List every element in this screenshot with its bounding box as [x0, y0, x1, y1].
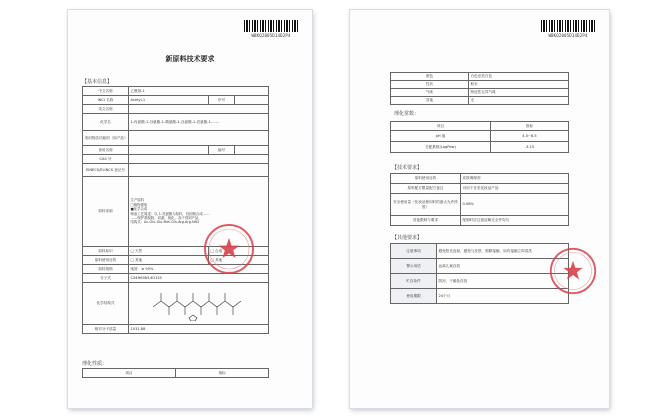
barcode-number: WBKQ2005D14D2P4: [548, 33, 588, 38]
row-value: 0.08%: [461, 194, 569, 216]
raw-line: 结构式：Ac-Glu-Glu-Met-Gln-Arg-Arg-NH2: [130, 220, 200, 225]
table-row: [391, 81, 569, 89]
table-row: [391, 142, 569, 153]
section-basic-info: 【基本信息】: [82, 79, 113, 85]
column-header: 项目: [83, 369, 176, 378]
row-value: 可用于各类化妆品产品: [461, 184, 569, 194]
formula-value: C34H60N14O12S: [129, 274, 269, 283]
table-row: [83, 114, 269, 131]
row-value: 避免阳光直射，避免与皮肤、眼睛接触，如有接触立即清洗: [437, 244, 569, 259]
row-value: [129, 146, 209, 155]
row-label: 原料标识: [83, 247, 129, 256]
table-row: [391, 216, 569, 226]
table-row: [83, 96, 269, 105]
row-label: 序号: [209, 96, 235, 105]
document-page-right: [350, 10, 609, 408]
row-value: -3.15: [491, 142, 569, 153]
physical-constants-table: [390, 121, 569, 153]
row-value: 特征性无异气味: [469, 89, 569, 97]
weight-label: 相对分子质量: [83, 325, 129, 334]
table-row: [83, 87, 269, 96]
table-row: [83, 164, 269, 177]
section-properties: 理化性质：: [82, 361, 108, 367]
row-value: □ 其他: [129, 256, 209, 265]
row-value: 配制时应注意溶解完全并均匀: [461, 216, 569, 226]
chemical-structure-icon: [149, 287, 249, 321]
row-label: 原料使用目的: [391, 174, 461, 184]
column-header: 项目: [391, 122, 491, 131]
table-row: [83, 325, 269, 334]
table-row: [83, 105, 269, 114]
technical-requirements-table: [390, 173, 569, 226]
section-physical-constants: 理化常数：: [394, 111, 420, 117]
table-row: [391, 174, 569, 184]
table-row: [391, 259, 569, 274]
row-value: □ 其他: [209, 256, 269, 265]
column-header: 指标: [491, 122, 569, 131]
row-value: [129, 155, 269, 164]
barcode-bars-icon: [541, 20, 595, 32]
row-label: INCI 名称: [83, 96, 129, 105]
table-header-row: [83, 369, 269, 378]
table-row: [391, 131, 569, 142]
table-row: [83, 155, 269, 164]
structure-label: 化学结构式: [83, 283, 129, 325]
raw-line: ■化学合成: [130, 207, 148, 212]
table-row: [83, 146, 269, 155]
row-label: 注意事项: [391, 244, 437, 259]
row-value: [129, 105, 269, 114]
row-label: 贮存条件: [391, 274, 437, 289]
table-row: [391, 244, 569, 259]
row-label: 使用期限: [391, 289, 437, 304]
row-label: 原料配方限量配方备注: [391, 184, 461, 194]
table-row: [391, 194, 569, 216]
row-value: 远离儿童存放: [437, 259, 569, 274]
barcode-right: [541, 20, 595, 38]
row-label: CAS 号: [83, 155, 129, 164]
row-value: □ 天然: [129, 247, 209, 256]
weight-value: 1031.88: [129, 325, 269, 334]
document-title: 新原料技术要求: [165, 55, 215, 63]
table-row: [391, 89, 569, 97]
row-value: □ 合成: [209, 247, 269, 256]
barcode-number: WBKQ2005D14D2P4: [251, 33, 291, 38]
formula-label: 分子式: [83, 274, 129, 283]
table-row: [83, 283, 269, 325]
row-value: 皮肤调理剂: [461, 174, 569, 184]
table-row: [391, 289, 569, 304]
row-label: 中文名称: [83, 87, 129, 96]
empty-cell: [235, 146, 269, 155]
row-label: 适用物质功能别（如产品）: [83, 131, 129, 146]
empty-cell: [235, 96, 269, 105]
appearance-table: [390, 72, 569, 105]
row-value: 乙酰基-1: [129, 87, 269, 96]
row-label: 食用名称: [83, 146, 129, 155]
basic-info-table: [82, 86, 269, 334]
barcode-left: [244, 20, 298, 38]
row-value: 白色至类白色: [469, 73, 569, 81]
table-row: [391, 73, 569, 81]
row-label: EINECS/ELINCS 登记号: [83, 164, 129, 177]
row-value: 阴凉、干燥处存放: [437, 274, 569, 289]
row-value: 1.丙氨酸-1-谷氨酸-1-精氨酸-1-谷氨酸-1-亮氨酸-1-……: [129, 114, 269, 131]
table-row: [391, 184, 569, 194]
other-requirements-table: [390, 243, 569, 304]
table-row: [391, 274, 569, 289]
row-value: 粉末: [469, 81, 569, 89]
properties-header-table: [82, 368, 269, 378]
row-label: 原料来源: [83, 177, 129, 247]
row-label: 化学名: [83, 114, 129, 131]
row-label: 英文名称: [83, 105, 129, 114]
red-seal-stamp-icon: [202, 222, 256, 276]
row-label: 警示用语: [391, 259, 437, 274]
section-other-requirements: 【其他要求】: [392, 235, 423, 241]
red-seal-stamp-icon: [548, 246, 598, 296]
table-row: [83, 131, 269, 146]
table-header-row: [391, 122, 569, 131]
row-label: pH 值: [391, 131, 491, 142]
raw-line: □植物提取: [130, 202, 148, 207]
barcode-bars-icon: [244, 20, 298, 32]
row-label: 其他限制与要求: [391, 216, 461, 226]
row-label: 分配系数(LogPow): [391, 142, 491, 153]
row-value: Acetyl-1: [129, 96, 209, 105]
row-label: 气味: [391, 89, 469, 97]
row-value: 无: [469, 97, 569, 105]
row-label: 其他: [391, 97, 469, 105]
row-label: 原料规格: [83, 265, 129, 274]
raw-line: ……保护基脱除、切割、纯化、冻干得到产品。: [130, 215, 202, 220]
table-row: [391, 97, 569, 105]
row-value: [129, 131, 269, 146]
row-value: 24个月: [437, 289, 569, 304]
raw-line: 制备工艺简述：以 1-亮氨酸为原料，经固相合成……: [130, 211, 210, 216]
document-page-left: [68, 10, 312, 408]
row-value: [129, 164, 269, 177]
row-label: 颜色: [391, 73, 469, 81]
row-label: 原料使用目的: [83, 256, 129, 265]
structure-cell: [129, 283, 269, 325]
row-value: 纯度：≥ 95%: [129, 265, 269, 274]
row-label: 安全使用量（化妆品使用时的最大允许浓度）: [391, 194, 461, 216]
row-value: 4.0~6.5: [491, 131, 569, 142]
row-label: 编号: [209, 146, 235, 155]
row-label: 性状: [391, 81, 469, 89]
raw-line: 生产原料: [130, 198, 145, 203]
section-technical-requirements: 【技术要求】: [392, 165, 423, 171]
column-header: 指标: [176, 369, 269, 378]
